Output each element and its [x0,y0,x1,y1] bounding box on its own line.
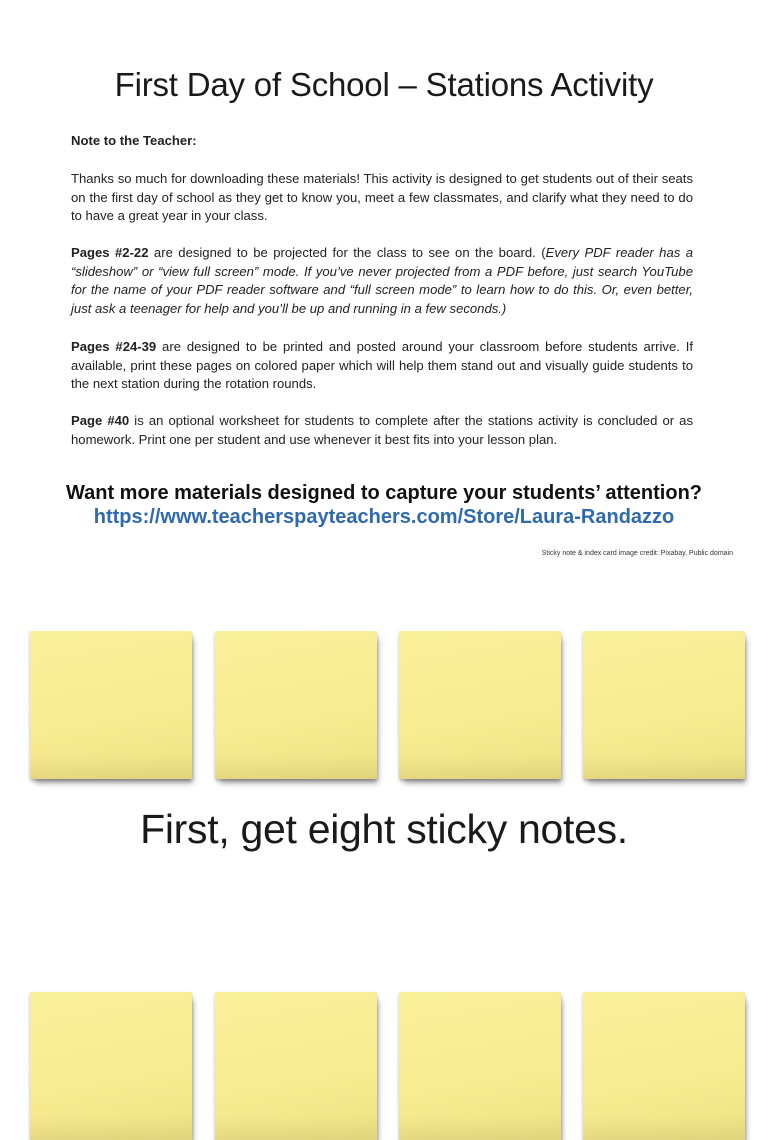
promo-heading: Want more materials designed to capture your students’ attention? [65,482,703,504]
sticky-notes-caption: First, get eight sticky notes. [140,806,628,852]
projection-pages-label: Pages #2-22 [71,245,149,260]
sticky-note-7 [399,992,561,1140]
projection-paragraph [71,244,693,318]
projection-text: are designed to be projected for the class to see on the board. ( [148,245,546,260]
intro-paragraph: Thanks so much for downloading these materials! This activity is designed to get students out of their seats on the first day of school as they get to know you, meet a few classmates, and clarify what they need to do to have a great year in your class. [71,171,693,223]
page-title: First Day of School – Stations Activity [114,66,654,103]
worksheet-text: is an optional worksheet for students to complete after the stations activity is concluded or as homework. Print one per student and use whenever it best fits into your lesson plan. [71,413,693,447]
sticky-note-4 [583,631,745,779]
sticky-note-1 [30,631,192,779]
sticky-note-3 [399,631,561,779]
sticky-note-2 [215,631,377,779]
projection-italic-text: Every PDF reader has a “slideshow” or “view full screen” mode. If you’ve never projected from a PDF before, just search YouTube for the name of your PDF reader software and “full screen mode” to learn how to do this. Or, even better, just ask a teenager for help and you’ll be up and running in a few seconds.) [71,245,693,316]
worksheet-page-label: Page #40 [71,413,130,428]
sticky-note-5 [30,992,192,1140]
worksheet-paragraph [71,412,693,449]
store-link[interactable]: https://www.teacherspayteachers.com/Store/Laura-Randazzo [93,506,675,528]
print-paragraph [71,338,693,394]
print-pages-label: Pages #24-39 [71,339,157,354]
note-heading: Note to the Teacher: [71,133,197,148]
sticky-note-6 [215,992,377,1140]
image-credit: Sticky note & index card image credit: Pixabay, Public domain [541,550,733,557]
print-text: are designed to be printed and posted around your classroom before students arrive. If available, print these pages on colored paper which will help them stand out and visually guide students to the next station during the rotation rounds. [71,339,693,391]
sticky-note-8 [583,992,745,1140]
